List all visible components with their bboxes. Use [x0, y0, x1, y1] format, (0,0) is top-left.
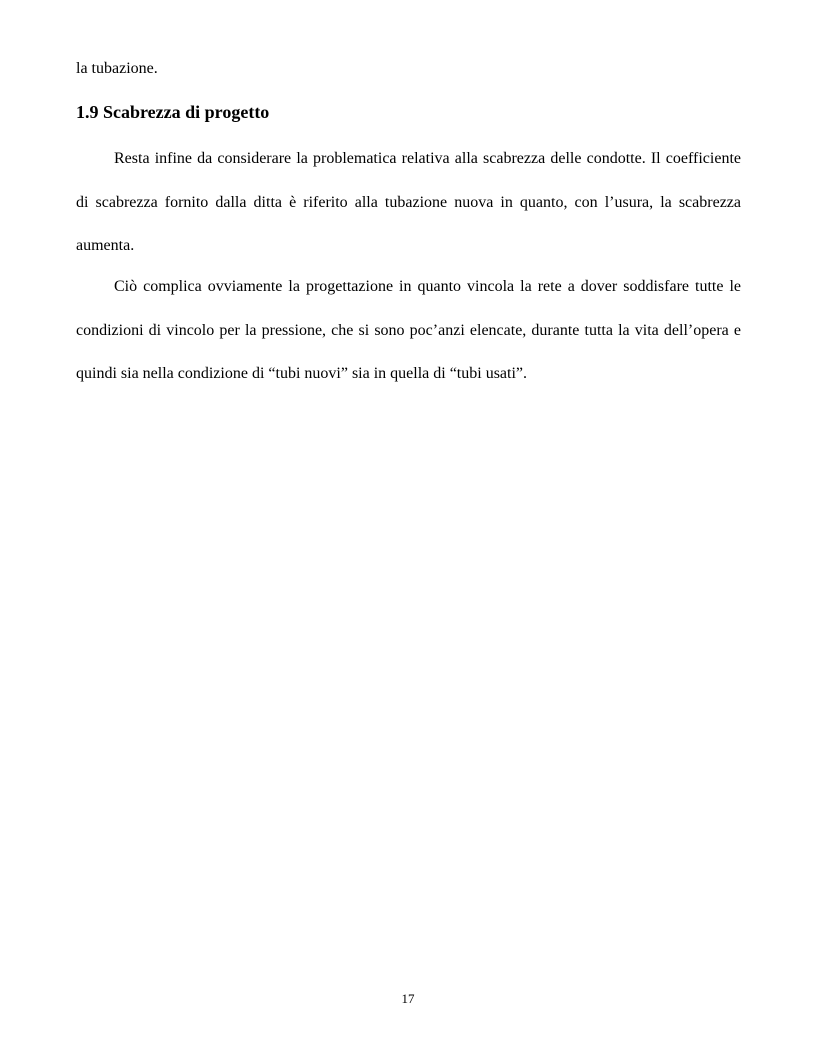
body-paragraph-1: Resta infine da considerare la problematica relativa alla scabrezza delle condotte. Il coefficiente di scabrezza fornito dalla ditta è riferito alla tubazione nuova in quanto, con l’usura, la scabrezza aumenta. — [76, 150, 741, 254]
section-heading: 1.9 Scabrezza di progetto — [76, 102, 270, 122]
continuation-text: la tubazione. — [76, 60, 158, 77]
body-paragraph-2: Ciò complica ovviamente la progettazione in quanto vincola la rete a dover soddisfare tutte le condizioni di vincolo per la pressione, che si sono poc’anzi elencate, durante tutta la vita dell’opera e quindi sia nella condizione di “tubi nuovi” sia in quella di “tubi usati”. — [76, 278, 741, 382]
page-number: 17 — [401, 991, 415, 1006]
